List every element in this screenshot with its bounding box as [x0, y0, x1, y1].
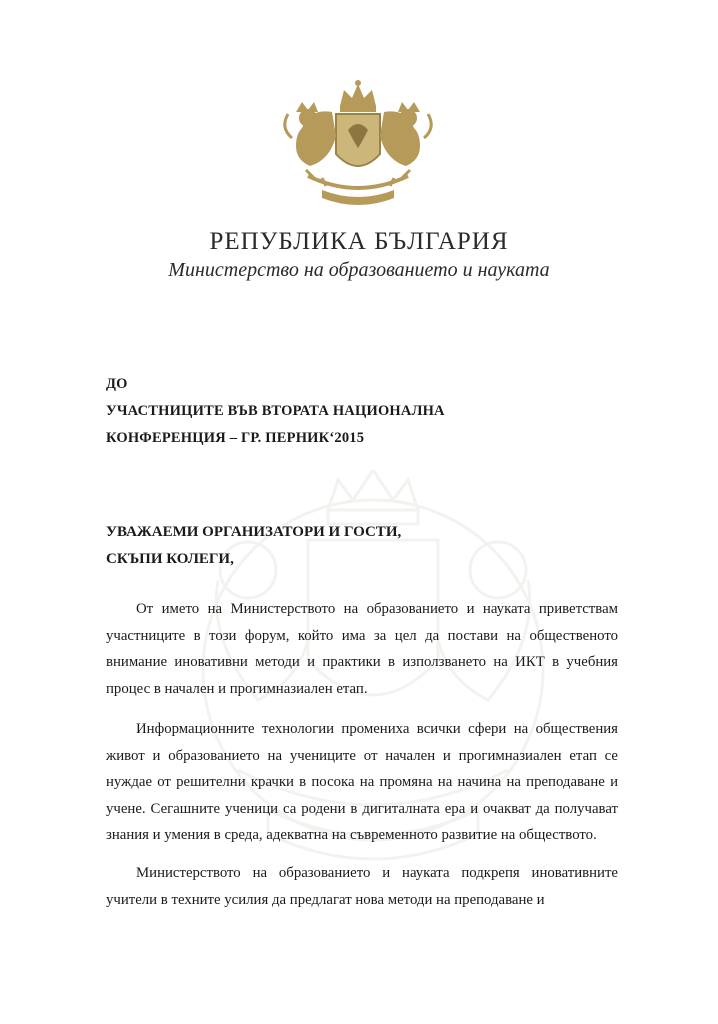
address-line-2: УЧАСТНИЦИТЕ ВЪВ ВТОРАТА НАЦИОНАЛНА: [106, 403, 445, 419]
address-line-3: КОНФЕРЕНЦИЯ – ГР. ПЕРНИК‘2015: [106, 430, 365, 446]
paragraph-2: [106, 716, 618, 849]
paragraph-3-text: Министерството на образованието и науката подкрепя иновативните учители в техните усилия да предлагат нова методи на преподаване и: [106, 865, 618, 908]
paragraph-2-text: Информационните технологии промениха всички сфери на обществения живот и образованието на учениците от начален и прогимназиален етап се нуждае от решителни крачки в посока на промяна на начина на преподаване и учене. Сегашните ученици са родени в дигиталната ера и очакват да получават знания и умения в среда, адекватна на съвременното развитие на обществото.: [106, 721, 618, 843]
greeting-line-2: СКЪПИ КОЛЕГИ,: [106, 551, 234, 567]
coat-of-arms-icon: [278, 78, 438, 206]
country-title: РЕПУБЛИКА БЪЛГАРИЯ: [209, 228, 509, 255]
paragraph-1: [106, 596, 618, 702]
paragraph-1-text: От името на Министерството на образованието и науката приветствам участниците в този форум, който има за цел да постави на общественото внимание иновативни методи и практики в използването на ИКТ в учебния процес в начален и прогимназиален етап.: [106, 601, 618, 697]
paragraph-3: [106, 860, 618, 913]
address-line-1: ДО: [106, 376, 128, 392]
ministry-name: Министерство на образованието и науката: [168, 259, 550, 281]
greeting-line-1: УВАЖАЕМИ ОРГАНИЗАТОРИ И ГОСТИ,: [106, 524, 402, 540]
